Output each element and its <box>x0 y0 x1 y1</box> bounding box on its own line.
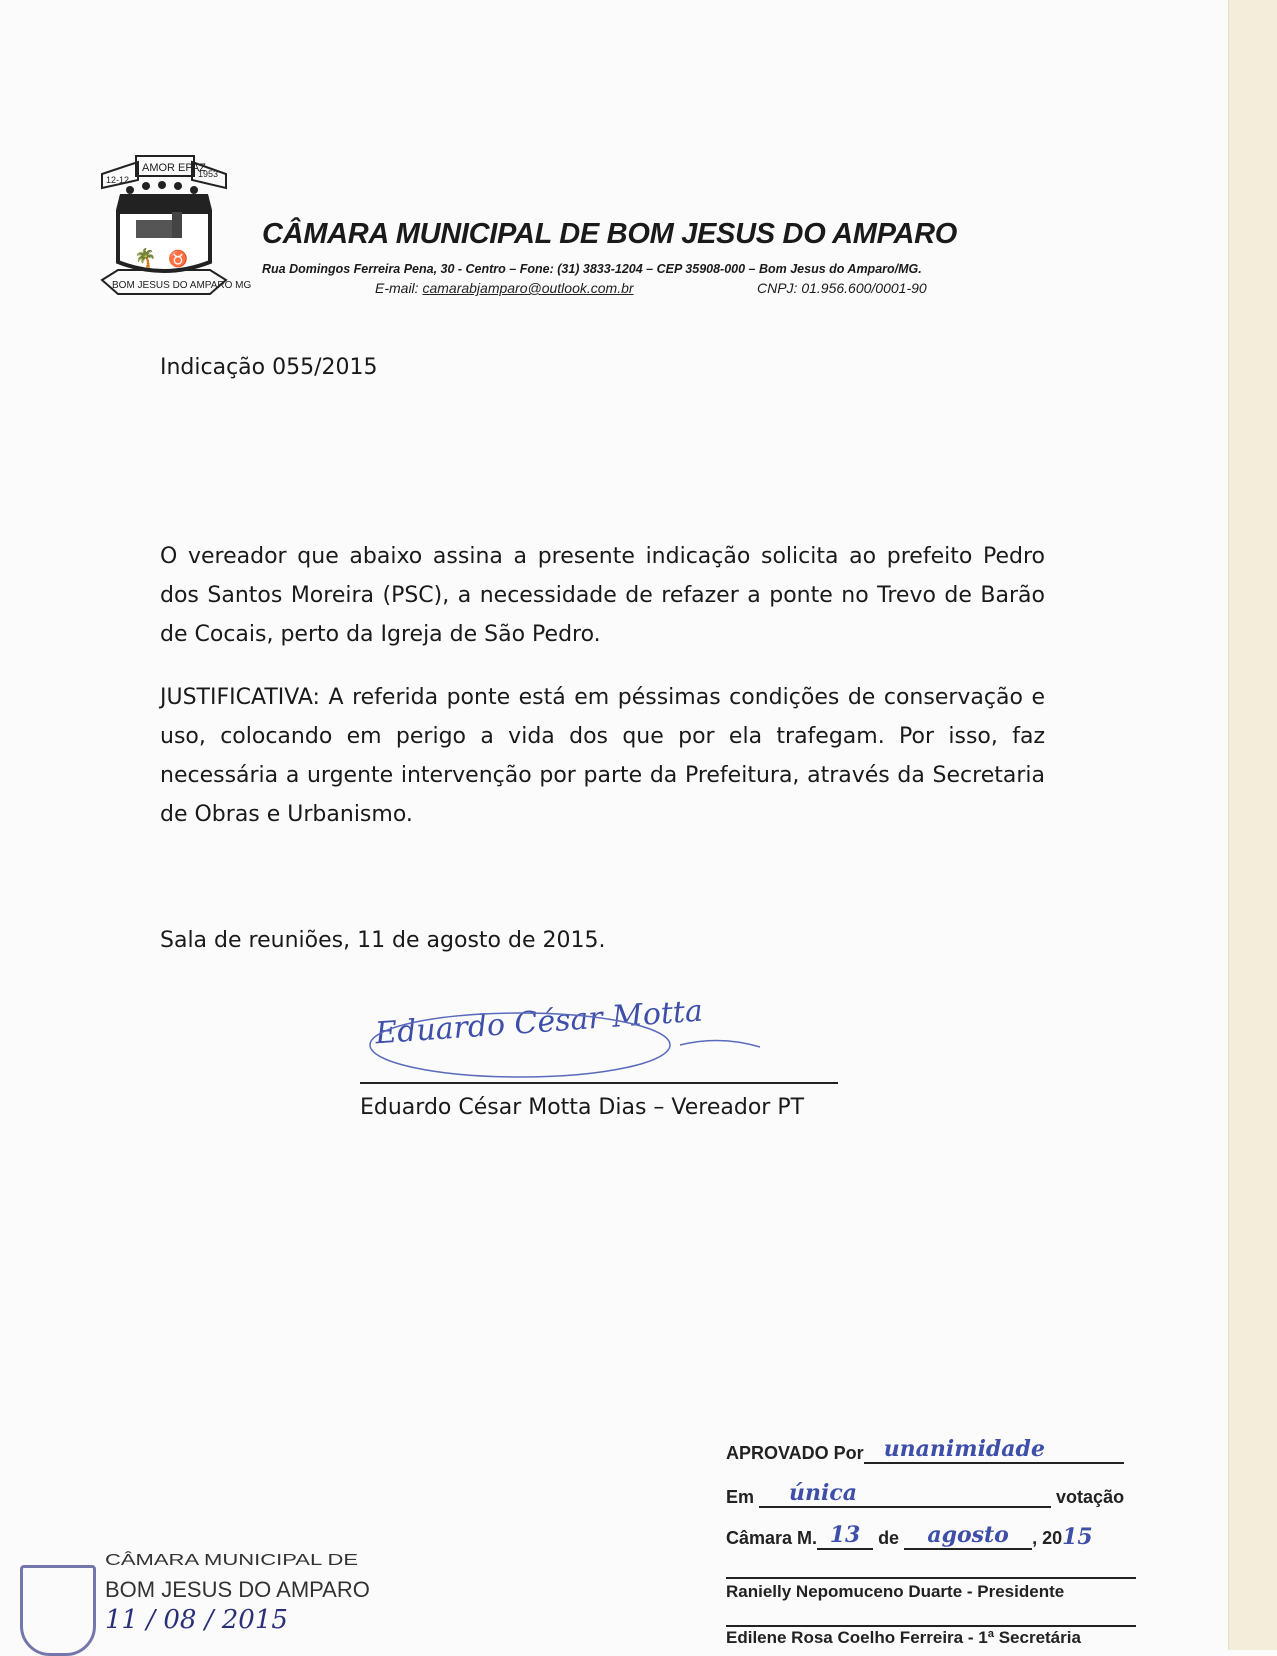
chamber-cnpj: CNPJ: 01.956.600/0001-90 <box>757 280 927 296</box>
indication-paragraph: O vereador que abaixo assina a presente indicação solicita ao prefeito Pedro dos Santos Moreira (PSC), a necessidade de refazer a ponte no Trevo de Barão de Cocais, perto da Igreja de São Pedro. <box>160 544 1045 647</box>
svg-text:AMOR EPAZ: AMOR EPAZ <box>142 162 206 174</box>
stamp-seal-icon <box>20 1565 96 1656</box>
signer-name: Eduardo César Motta Dias – Vereador PT <box>360 1095 805 1120</box>
stamp-date: 11 / 08 / 2015 <box>105 1605 288 1635</box>
chamber-address: Rua Domingos Ferreira Pena, 30 - Centro – Fone: (31) 3833-1204 – CEP 35908-000 – Bom Jesus do Amparo/MG. <box>262 262 922 276</box>
year-prefix: , 20 <box>1032 1528 1063 1548</box>
email-link[interactable]: camarabjamparo@outlook.com.br <box>422 280 634 296</box>
receipt-stamp <box>105 1550 370 1635</box>
vote-label: votação <box>1056 1487 1125 1507</box>
stamp-line1: CÂMARA MUNICIPAL DE <box>105 1550 359 1569</box>
approved-by-value: unanimidade <box>883 1436 1045 1462</box>
stamp-line2: BOM JESUS DO AMPARO <box>105 1577 370 1602</box>
approval-day: 13 <box>829 1522 861 1548</box>
indication-number: Indicação 055/2015 <box>160 355 378 380</box>
president-signature-line <box>726 1577 1136 1579</box>
in-value: única <box>789 1480 858 1506</box>
svg-text:🌴: 🌴 <box>134 248 157 268</box>
chamber-email <box>375 280 634 296</box>
handwritten-signature: Eduardo César Motta <box>374 993 704 1052</box>
in-label: Em <box>726 1487 755 1507</box>
svg-text:1953: 1953 <box>198 169 219 179</box>
svg-text:12-12: 12-12 <box>106 175 130 185</box>
signature-line <box>360 1082 838 1084</box>
chamber-label: Câmara M. <box>726 1528 818 1548</box>
svg-text:♉: ♉ <box>168 251 188 268</box>
email-label: E-mail: <box>375 280 423 296</box>
justification-paragraph: JUSTIFICATIVA: A referida ponte está em péssimas condições de conservação e uso, colocando em perigo a vida dos que por ela trafegam. Por isso, faz necessária a urgente intervenção por parte da Prefeitura, através da Secretaria de Obras e Urbanismo. <box>160 685 1045 827</box>
approved-by-row <box>726 1436 1124 1464</box>
secretary-name: Edilene Rosa Coelho Ferreira - 1ª Secretária <box>726 1628 1081 1647</box>
de-label: de <box>878 1528 900 1548</box>
municipal-seal-logo <box>98 152 252 300</box>
secretary-signature-line <box>726 1625 1136 1627</box>
date-line: Sala de reuniões, 11 de agosto de 2015. <box>160 928 606 953</box>
paper-edge <box>1228 0 1277 1650</box>
chamber-date-row <box>726 1522 1093 1550</box>
president-name: Ranielly Nepomuceno Duarte - Presidente <box>726 1582 1065 1601</box>
chamber-title: CÂMARA MUNICIPAL DE BOM JESUS DO AMPARO <box>262 218 958 250</box>
approved-by-label: APROVADO Por <box>726 1443 864 1463</box>
approval-year: 15 <box>1062 1524 1093 1550</box>
approval-month: agosto <box>927 1522 1009 1548</box>
voting-row <box>726 1480 1124 1508</box>
svg-text:BOM JESUS DO AMPARO MG: BOM JESUS DO AMPARO MG <box>112 280 252 291</box>
